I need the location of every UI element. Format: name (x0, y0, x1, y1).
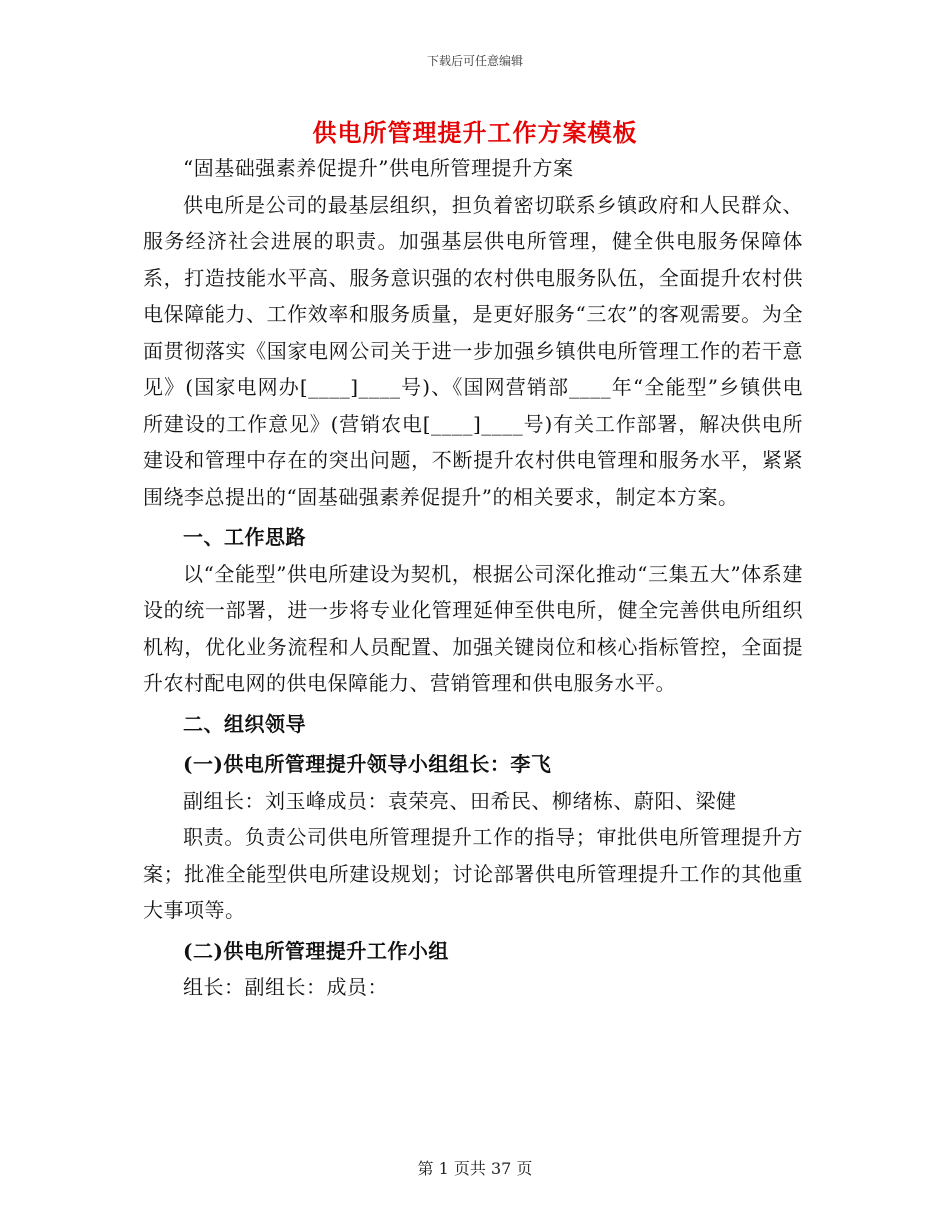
section-heading-organization: 二、组织领导 (183, 711, 306, 736)
page-footer: 第 1 页共 37 页 (417, 1159, 533, 1178)
document-title: 供电所管理提升工作方案模板 (312, 118, 638, 147)
subsection-heading-work-group: (二)供电所管理提升工作小组 (183, 938, 449, 963)
header-note: 下载后可任意编辑 (426, 54, 523, 68)
work-group-members-paragraph: 组长：副组长：成员： (183, 975, 388, 999)
leadership-members-paragraph: 副组长：刘玉峰成员：袁荣亮、田希民、柳绪栋、蔚阳、梁健 (183, 788, 737, 813)
work-ideas-paragraph: 以“全能型”供电所建设为契机，根据公司深化推动“三集五大”体系建设的统一部署，进一步将专业化管理延伸至供电所，健全完善供电所组织机构，优化业务流程和人员配置、加强关键岗位和核心指标管控，全面提升农村配电网的供电保障能力、营销管理和供电服务水平。 (143, 561, 803, 695)
subsection-heading-leadership-group: (一)供电所管理提升领导小组组长：李飞 (183, 752, 552, 776)
leadership-duties-paragraph: 职责。负责公司供电所管理提升工作的指导；审批供电所管理提升方案；批准全能型供电所建设规划；讨论部署供电所管理提升工作的其他重大事项等。 (143, 825, 803, 922)
subtitle-paragraph: “固基础强素养促提升”供电所管理提升方案 (183, 156, 574, 180)
document-body (143, 150, 803, 1006)
section-heading-work-ideas: 一、工作思路 (183, 525, 306, 549)
intro-paragraph: 供电所是公司的最基层组织，担负着密切联系乡镇政府和人民群众、服务经济社会进展的职责。加强基层供电所管理，健全供电服务保障体系，打造技能水平高、服务意识强的农村供电服务队伍，全面提升农村供电保障能力、工作效率和服务质量，是更好服务“三农”的客观需要。为全面贯彻落实《国家电网公司关于进一步加强乡镇供电所管理工作的若干意见》(国家电网办[____]____号)、《国网营销部____年“全能型”乡镇供电所建设的工作意见》(营销农电[____]____号)有关工作部署，解决供电所建设和管理中存在的突出问题，不断提升农村供电管理和服务水平，紧紧围绕李总提出的“固基础强素养促提升”的相关要求，制定本方案。 (143, 192, 803, 509)
